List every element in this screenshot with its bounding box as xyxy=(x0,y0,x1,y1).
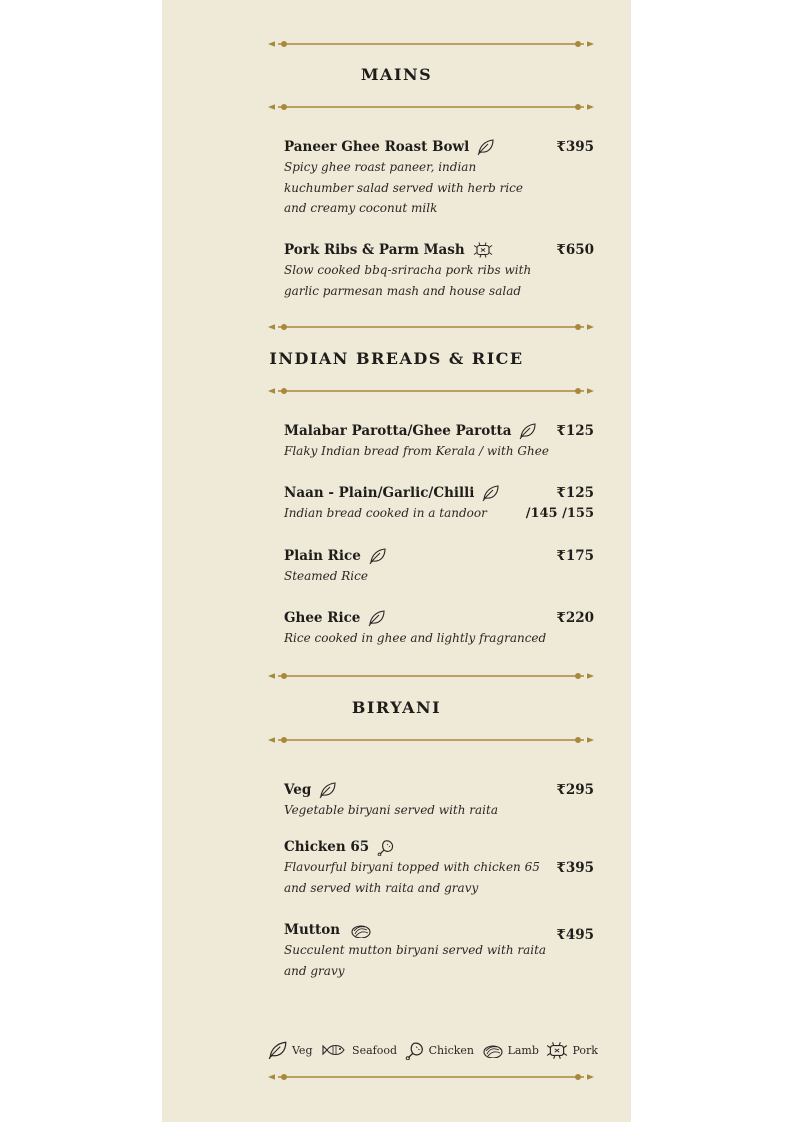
item-name: Malabar Parotta/Ghee Parotta xyxy=(284,423,512,439)
item-name: Pork Ribs & Parm Mash xyxy=(284,242,465,258)
item-description-line: Flavourful biryani topped with chicken 65 xyxy=(284,860,540,874)
item-name-row xyxy=(284,483,594,503)
ornamental-divider xyxy=(268,39,594,49)
item-name-row xyxy=(284,608,594,628)
chicken-icon xyxy=(405,1040,425,1060)
item-name: Plain Rice xyxy=(284,548,361,564)
item-description xyxy=(284,260,564,301)
item-name: Mutton xyxy=(284,922,341,938)
item-price: ₹125 xyxy=(556,423,594,439)
ornamental-divider xyxy=(268,386,594,396)
item-description-line: Succulent mutton biryani served with raita xyxy=(284,943,547,957)
menu-item xyxy=(284,240,594,301)
item-price-variants: /145 /155 xyxy=(525,506,594,521)
section-title-biryani: BIRYANI xyxy=(351,698,442,717)
legend-label: Pork xyxy=(572,1043,598,1057)
item-description-line: Steamed Rice xyxy=(284,569,368,583)
ornamental-divider xyxy=(268,322,594,332)
item-description-line: Vegetable biryani served with raita xyxy=(284,803,498,817)
ornamental-divider xyxy=(268,671,594,681)
menu-item xyxy=(284,920,594,981)
item-description xyxy=(284,503,544,524)
lamb-icon xyxy=(482,1042,504,1058)
item-description xyxy=(284,857,554,898)
ornamental-divider xyxy=(268,735,594,745)
section-title-mains: MAINS xyxy=(360,65,433,84)
lamb-icon xyxy=(350,922,372,938)
ornamental-divider xyxy=(268,102,594,112)
legend-item-veg xyxy=(268,1040,313,1060)
item-description-line: Slow cooked bbq-sriracha pork ribs with xyxy=(284,263,532,277)
item-description xyxy=(284,940,554,981)
veg-leaf-icon xyxy=(319,781,337,799)
item-name-row xyxy=(284,780,594,800)
item-name: Naan - Plain/Garlic/Chilli xyxy=(284,485,475,501)
item-description xyxy=(284,800,574,821)
legend-item-chicken xyxy=(405,1040,474,1060)
item-description-line: Flaky Indian bread from Kerala / with Ghee xyxy=(284,444,549,458)
veg-leaf-icon xyxy=(368,609,386,627)
item-description-line: and creamy coconut milk xyxy=(284,201,438,215)
legend-item-pork xyxy=(546,1040,598,1061)
item-price: ₹175 xyxy=(556,548,594,564)
pork-icon xyxy=(546,1040,568,1061)
item-name-row xyxy=(284,837,594,857)
item-name-row xyxy=(284,137,594,157)
menu-item xyxy=(284,837,594,898)
veg-leaf-icon xyxy=(268,1040,288,1060)
menu-item xyxy=(284,483,594,524)
item-name: Chicken 65 xyxy=(284,839,370,855)
item-name: Veg xyxy=(284,782,312,798)
menu-item xyxy=(284,608,594,649)
menu-item xyxy=(284,421,594,462)
seafood-fish-icon xyxy=(320,1040,348,1060)
section-title-breads-rice: INDIAN BREADS & RICE xyxy=(269,349,524,368)
item-price: ₹125 xyxy=(556,485,594,501)
legend-item-seafood xyxy=(320,1040,397,1060)
veg-leaf-icon xyxy=(369,547,387,565)
menu-item xyxy=(284,137,594,219)
legend-item-lamb xyxy=(482,1042,539,1058)
chicken-icon xyxy=(377,838,395,856)
ornamental-divider xyxy=(268,1072,594,1082)
veg-leaf-icon xyxy=(477,138,495,156)
item-name-row xyxy=(284,546,594,566)
legend-label: Veg xyxy=(292,1043,313,1057)
item-description-line: kuchumber salad served with herb rice xyxy=(284,180,523,195)
item-description-line: Spicy ghee roast paneer, indian xyxy=(284,160,477,174)
item-price: ₹220 xyxy=(556,610,594,626)
item-name-row xyxy=(284,920,594,940)
legend-label: Lamb xyxy=(507,1043,539,1057)
item-price: ₹395 xyxy=(556,860,594,876)
item-name: Ghee Rice xyxy=(284,610,361,626)
pork-icon xyxy=(473,240,493,260)
item-description-line: Indian bread cooked in a tandoor xyxy=(284,506,487,520)
item-price: ₹295 xyxy=(556,782,594,798)
item-description xyxy=(284,157,544,219)
item-name-row xyxy=(284,421,594,441)
item-description xyxy=(284,566,544,587)
item-price: ₹650 xyxy=(556,242,594,258)
menu-item xyxy=(284,780,594,821)
item-description xyxy=(284,628,574,649)
item-description-line: garlic parmesan mash and house salad xyxy=(284,283,522,298)
legend-label: Chicken xyxy=(428,1043,475,1057)
veg-leaf-icon xyxy=(482,484,500,502)
item-name: Paneer Ghee Roast Bowl xyxy=(284,139,470,155)
item-price: ₹395 xyxy=(556,139,594,155)
item-description-line: Rice cooked in ghee and lightly fragranced xyxy=(284,631,547,645)
veg-leaf-icon xyxy=(519,422,537,440)
item-name-row xyxy=(284,240,594,260)
dietary-legend xyxy=(268,1038,598,1062)
menu-item xyxy=(284,546,594,587)
item-description-line: and gravy xyxy=(284,963,345,978)
item-description-line: and served with raita and gravy xyxy=(284,880,479,895)
legend-label: Seafood xyxy=(352,1043,398,1057)
item-description xyxy=(284,441,574,462)
item-price: ₹495 xyxy=(556,927,594,943)
